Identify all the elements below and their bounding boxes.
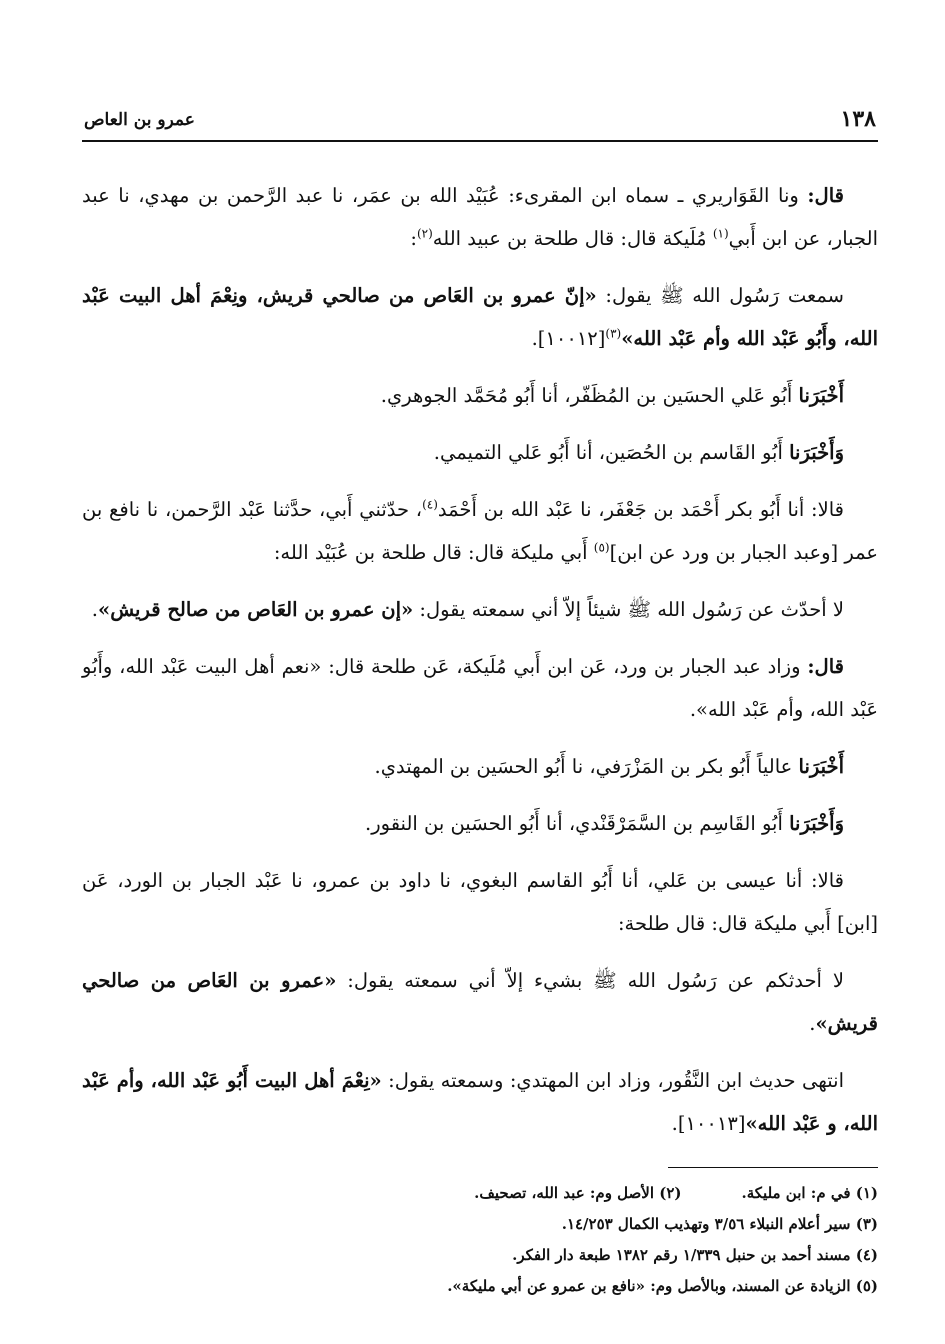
text: مُلَيكة قال: قال طلحة بن عبيد الله (432, 227, 713, 250)
page-header (82, 100, 878, 142)
text: : (410, 227, 417, 250)
lead-word: قال: (807, 655, 844, 678)
footnote-2: (٢) الأصل وم: عبد الله، تصحيف. (474, 1184, 682, 1202)
lead-word: قال: (807, 184, 844, 207)
page-number: ١٣٨ (840, 106, 876, 132)
footnote-4: (٤) مسند أحمد بن حنبل ١/٣٣٩ رقم ١٣٨٢ طبعة دار الفكر. (512, 1246, 878, 1264)
paragraph-11 (82, 959, 878, 1045)
footnotes (82, 1178, 878, 1302)
paragraph-7 (82, 645, 878, 731)
paragraph-5 (82, 488, 878, 574)
paragraph-9 (82, 802, 878, 845)
text: ونا القَوَاريري ـ سماه ابن المقرىء: عُبَيْد الله بن عمَر، نا عبد الرَّحمن بن مهدي، نا عبد الجبار، عن ابن أَبي (82, 184, 878, 250)
book-page (82, 100, 878, 1310)
text: . (809, 1012, 816, 1035)
text: قالا: أنا عيسى بن عَلي، أنا أَبُو القاسم البغوي، نا داود بن عمرو، نا عَبْد الجبار بن الورد، عَن [ابن] أَبي مليكة قال: قال طلحة: (82, 869, 878, 935)
paragraph-12 (82, 1059, 878, 1145)
running-title: عمرو بن العاص (84, 110, 195, 130)
text: . (91, 598, 98, 621)
footnote-ref[interactable]: (٤) (422, 497, 438, 512)
footnote-ref[interactable]: (٣) (605, 326, 622, 341)
footnote-row (82, 1178, 878, 1209)
text: ، حدّثني أَبي، حدَّثنا عَبْد الرَّحمن، نا نافع بن عمر [وعبد الجبار بن ورد عن ابن] (82, 498, 878, 564)
main-text (82, 174, 878, 1145)
text: انتهى حديث ابن النَّقُور، وزاد ابن المهتدي: وسمعته يقول: (381, 1069, 844, 1092)
hadith-quote: «إن عمرو بن العَاص من صالح قريش» (98, 598, 414, 621)
footnote-ref[interactable]: (٥) (593, 540, 610, 555)
paragraph-2 (82, 274, 878, 360)
text: لا أحدّث عن رَسُول الله ﷺ شيئاً إلاّ أني سمعته يقول: (413, 598, 844, 621)
lead-word: وَأَخْبَرَنا (789, 812, 844, 835)
text: لا أحدثكم عن رَسُول الله ﷺ بشيء إلاّ أني سمعته يقول: (336, 969, 844, 992)
footnote-ref[interactable]: (١) (712, 226, 729, 241)
paragraph-3 (82, 374, 878, 417)
text: وزاد عبد الجبار بن ورد، عَن ابن أَبي مُلَيكة، عَن طلحة قال: «نعم أهل البيت عَبْد الله، وأَبُو عَبْد الله، وأم عَبْد الله». (82, 655, 878, 721)
lead-word: وَأَخْبَرَنا (789, 441, 844, 464)
text: عالياً أَبُو بكر بن المَزْرَفي، نا أَبُو الحسَين بن المهتدي. (374, 755, 799, 778)
text: أَبُو القَاسِم بن السَّمَرْقَنْدي، أنا أَبُو الحسَين بن النقور. (365, 812, 790, 835)
paragraph-1 (82, 174, 878, 260)
footnote-1: (١) في م: ابن مليكة. (741, 1184, 878, 1202)
footnote-3: (٣) سير أعلام النبلاء ٣/٥٦ وتهذيب الكمال ١٤/٢٥٣. (561, 1215, 878, 1233)
hadith-quote: «عمرو بن العَاص من صالحي قريش» (82, 969, 878, 1035)
paragraph-6 (82, 588, 878, 631)
text: سمعت رَسُول الله ﷺ يقول: (596, 284, 844, 307)
paragraph-8 (82, 745, 878, 788)
text: قالا: أنا أَبُو بكر أَحْمَد بن جَعْفَر، نا عَبْد الله بن أَحْمَد (437, 498, 845, 521)
hadith-quote: «إنّ عمرو بن العَاص من صالحي قريش، ونِعْمَ أهل البيت عَبْد الله، وأَبُو عَبْد الله وأم عَبْد الله» (82, 284, 878, 350)
footnote-divider (668, 1167, 878, 1168)
text: أَبُو القَاسم بن الحُصَين، أنا أَبُو عَلي التميمي. (433, 441, 790, 464)
paragraph-10 (82, 859, 878, 945)
footnote-5: (٥) الزيادة عن المسند، وبالأصل وم: «نافع بن عمرو عن أبي مليكة». (447, 1277, 878, 1295)
text: [١٠٠١٢]. (531, 327, 606, 350)
text: أَبي مليكة قال: قال طلحة بن عُبَيْد الله: (273, 541, 594, 564)
text: [١٠٠١٣]. (671, 1112, 746, 1135)
paragraph-4 (82, 431, 878, 474)
hadith-quote: «نِعْمَ أهل البيت أَبُو عَبْد الله، وأم عَبْد الله، و عَبْد الله» (82, 1069, 878, 1135)
footnote-ref[interactable]: (٢) (416, 226, 433, 241)
text: أَبُو عَلي الحسَين بن المُظَفّر، أنا أَبُو مُحَمَّد الجوهري. (380, 384, 799, 407)
lead-word: أَخْبَرَنا (798, 755, 844, 778)
lead-word: أَخْبَرَنا (798, 384, 844, 407)
